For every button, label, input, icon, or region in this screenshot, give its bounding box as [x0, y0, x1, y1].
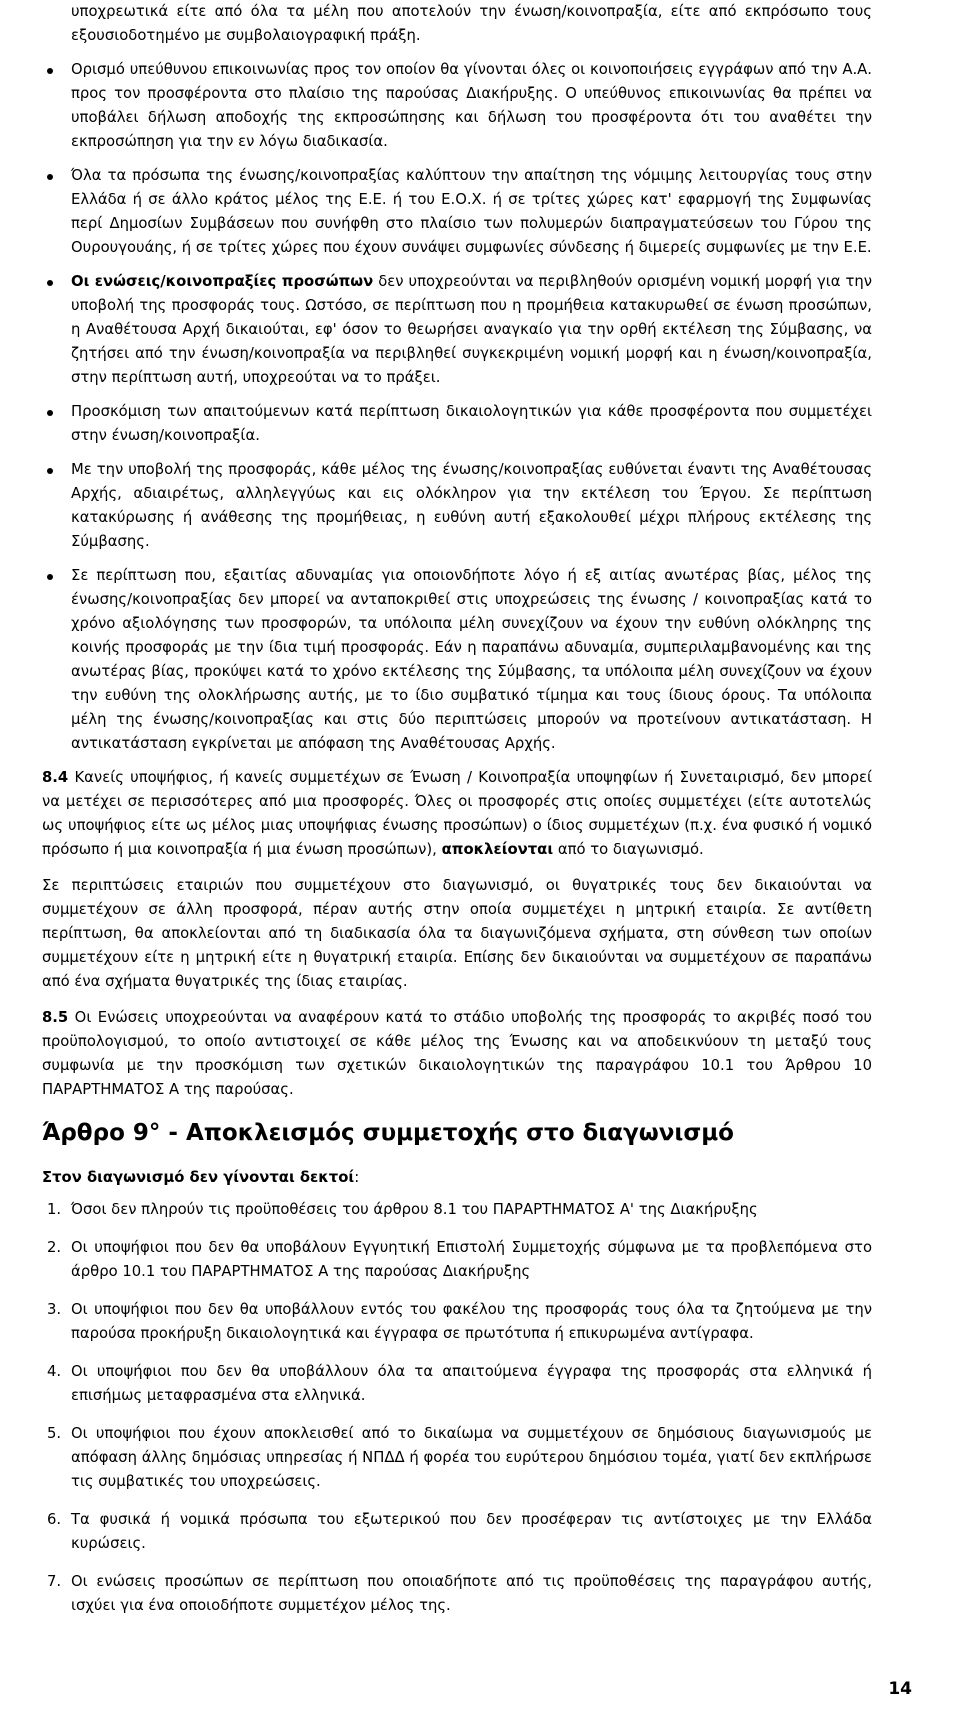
not-accepted-subheading	[42, 1166, 872, 1190]
bullet-item	[42, 458, 872, 554]
item-number: 1.	[47, 1201, 62, 1218]
article-heading: Άρθρο 9° - Αποκλεισμός συμμετοχής στο διαγωνισμό	[42, 1120, 734, 1146]
section-8-4-paragraph	[42, 766, 872, 862]
item-number: 7.	[47, 1573, 62, 1590]
exclusion-item	[42, 1236, 872, 1284]
item-number: 3.	[47, 1301, 62, 1318]
bullet-continuation	[42, 0, 872, 48]
bullet-text: δεν υποχρεούνται να περιβληθούν ορισμένη νομική μορφή για την υποβολή της προσφοράς τους. Ωστόσο, σε περίπτωση που η προμήθεια κατακυρωθεί σε ένωση προσώπων, η Αναθέτουσα Αρχή δικαιούται, εφ' όσον το θεωρήσει αναγκαίο για την ορθή εκτέλεση της Σύμβασης, να ζητήσει από την ένωση/κοινοπραξία να περιβληθεί συγκεκριμένη νομική μορφή και η ένωση/κοινοπραξία, στην περίπτωση αυτή, υποχρεούται να το πράξει.	[71, 273, 872, 386]
item-number: 6.	[47, 1511, 62, 1528]
paragraph-text: Οι Ενώσεις υποχρεούνται να αναφέρουν κατά το στάδιο υποβολής της προσφοράς το ακριβές ποσό του προϋπολογισμού, το οποίο αντιστοιχεί σε κάθε μέλος της Ένωσης και να αποδεικνύουν τη μεταξύ τους συμφωνία με την προσκόμιση των σχετικών δικαιολογητικών της παραγράφου 10.1 του Άρθρου 10 ΠΑΡΑΡΤΗΜΑΤΟΣ Α της παρούσας.	[42, 1009, 872, 1098]
bullet-text: Όλα τα πρόσωπα της ένωσης/κοινοπραξίας καλύπτουν την απαίτηση της νόμιμης λειτουργίας τους στην Ελλάδα ή σε άλλο κράτος μέλος της Ε.Ε. ή του Ε.Ο.Χ. ή σε τρίτες χώρες κατ' εφαρμογή της Συμφωνίας περί Δημοσίων Συμβάσεων που συνήφθη στο πλαίσιο των πολυμερών διαπραγματεύσεων του Γύρου της Ουρουγουάης, ή σε τρίτες χώρες που έχουν συνάψει συμφωνίες σύνδεσης ή διμερείς συμφωνίες με την Ε.Ε.	[71, 167, 872, 256]
section-8-5-paragraph	[42, 1006, 872, 1102]
bullet-item	[42, 58, 872, 154]
item-text: Οι υποψήφιοι που δεν θα υποβάλλουν όλα τα απαιτούμενα έγγραφα της προσφοράς στα ελληνικά ή επισήμως μεταφρασμένα στα ελληνικά.	[71, 1363, 872, 1404]
subheading-colon: :	[354, 1169, 360, 1186]
bullet-dot-icon	[47, 174, 53, 180]
requirements-bullet-list	[42, 0, 872, 756]
paragraph-bold-text: αποκλείονται	[441, 841, 554, 858]
paragraph-text: Σε περιπτώσεις εταιριών που συμμετέχουν στο διαγωνισμό, οι θυγατρικές τους δεν δικαιούνται να συμμετέχουν σε άλλη προσφορά, πέραν αυτής στην οποία συμμετέχει η μητρική εταιρία. Σε αντίθετη περίπτωση, θα αποκλείονται από τη διαδικασία όλα τα διαγωνιζόμενα σχήματα, στη σύνθεση των οποίων συμμετέχουν είτε η μητρική είτε η θυγατρική εταιρία. Επίσης δεν δικαιούνται να συμμετέχουν σε παραπάνω από ένα σχήματα θυγατρικές της ίδιας εταιρίας.	[42, 877, 872, 990]
bullet-dot-icon	[47, 68, 53, 74]
exclusion-item	[42, 1570, 872, 1618]
bullet-text: Προσκόμιση των απαιτούμενων κατά περίπτωση δικαιολογητικών για κάθε προσφέροντα που συμμετέχει στην ένωση/κοινοπραξία.	[71, 403, 872, 444]
bullet-item	[42, 164, 872, 260]
bullet-text: Με την υποβολή της προσφοράς, κάθε μέλος της ένωσης/κοινοπραξίας ευθύνεται έναντι της Αναθέτουσας Αρχής, αδιαιρέτως, αλληλεγγύως και εις ολόκληρον για την εκτέλεση του Έργου. Σε περίπτωση κατακύρωσης ή ανάθεσης της προμήθειας, η ευθύνη αυτή εξακολουθεί μέχρι πλήρους εκτέλεσης της Σύμβασης.	[71, 461, 872, 550]
item-text: Οι ενώσεις προσώπων σε περίπτωση που οποιαδήποτε από τις προϋποθέσεις της παραγράφου αυτής, ισχύει για ένα οποιοδήποτε συμμετέχον μέλος της.	[71, 1573, 872, 1614]
exclusion-item	[42, 1508, 872, 1556]
bullet-item	[42, 400, 872, 448]
exclusion-list	[42, 1198, 872, 1618]
subsidiaries-paragraph	[42, 874, 872, 994]
bullet-bold-text: Οι ενώσεις/κοινοπραξίες προσώπων	[71, 273, 374, 290]
section-number: 8.5	[42, 1009, 69, 1026]
exclusion-item	[42, 1360, 872, 1408]
item-number: 4.	[47, 1363, 62, 1380]
exclusion-item	[42, 1298, 872, 1346]
item-text: Όσοι δεν πληρούν τις προϋποθέσεις του άρθρου 8.1 του ΠΑΡΑΡΤΗΜΑΤΟΣ Α' της Διακήρυξης	[71, 1201, 758, 1218]
item-text: Οι υποψήφιοι που δεν θα υποβάλλουν εντός του φακέλου της προσφοράς τους όλα τα ζητούμενα με την παρούσα προκήρυξη δικαιολογητικά και έγγραφα σε πρωτότυπα ή επικυρωμένα αντίγραφα.	[71, 1301, 872, 1342]
page-number: 14	[888, 1679, 912, 1699]
item-text: Τα φυσικά ή νομικά πρόσωπα του εξωτερικού που δεν προσέφεραν τις αντίστοιχες με την Ελλάδα κυρώσεις.	[71, 1511, 872, 1552]
item-text: Οι υποψήφιοι που δεν θα υποβάλουν Εγγυητική Επιστολή Συμμετοχής σύμφωνα με τα προβλεπόμενα στο άρθρο 10.1 του ΠΑΡΑΡΤΗΜΑΤΟΣ Α της παρούσας Διακήρυξης	[71, 1239, 872, 1280]
bullet-dot-icon	[47, 574, 53, 580]
bullet-text: Σε περίπτωση που, εξαιτίας αδυναμίας για οποιονδήποτε λόγο ή εξ αιτίας ανωτέρας βίας, μέλος της ένωσης/κοινοπραξίας δεν μπορεί να ανταποκριθεί στις υποχρεώσεις της ένωσης / κοινοπραξίας κατά το χρόνο αξιολόγησης των προσφορών, τα υπόλοιπα μέλη συνεχίζουν να έχουν την ευθύνη ολόκληρης της κοινής προσφοράς με την ίδια τιμή προσφοράς. Εάν η παραπάνω αδυναμία, συμπεριλαμβανομένης και της ανωτέρας βίας, προκύψει κατά το χρόνο εκτέλεσης της Σύμβασης, τα υπόλοιπα μέλη συνεχίζουν να έχουν την ευθύνη της ολοκλήρωσης αυτής, με το ίδιο συμβατικό τίμημα και τους ίδιους όρους. Τα υπόλοιπα μέλη της ένωσης/κοινοπραξίας και στις δύο περιπτώσεις μπορούν να προτείνουν αντικατάσταση. Η αντικατάσταση εγκρίνεται με απόφαση της Αναθέτουσας Αρχής.	[71, 567, 872, 752]
bullet-dot-icon	[47, 280, 53, 286]
subheading-text: Στον διαγωνισμό δεν γίνονται δεκτοί	[42, 1169, 355, 1186]
paragraph-text: από το διαγωνισμό.	[553, 841, 704, 858]
bullet-item	[42, 270, 872, 390]
bullet-dot-icon	[47, 410, 53, 416]
paragraph-text: Κανείς υποψήφιος, ή κανείς συμμετέχων σε Ένωση / Κοινοπραξία υποψηφίων ή Συνεταιρισμό, δεν μπορεί να μετέχει σε περισσότερες από μια προσφορές. Όλες οι προσφορές στις οποίες συμμετέχει (είτε αυτοτελώς ως υποψήφιος είτε ως μέλος μιας υποψήφιας ένωσης προσώπων) ο ίδιος συμμετέχων (π.χ. ένα φυσικό ή νομικό πρόσωπο ή μια κοινοπραξία ή μια ένωση προσώπων),	[42, 769, 872, 858]
item-text: Οι υποψήφιοι που έχουν αποκλεισθεί από το δικαίωμα να συμμετέχουν σε δημόσιους διαγωνισμούς με απόφαση άλλης δημόσιας υπηρεσίας ή ΝΠΔΔ ή φορέα του ευρύτερου δημόσιου τομέα, γιατί δεν εκπλήρωσε τις συμβατικές του υποχρεώσεις.	[71, 1425, 872, 1490]
exclusion-item	[42, 1422, 872, 1494]
item-number: 5.	[47, 1425, 62, 1442]
bullet-text: υποχρεωτικά είτε από όλα τα μέλη που αποτελούν την ένωση/κοινοπραξία, είτε από εκπρόσωπο τους εξουσιοδοτημένο με συμβολαιογραφική πράξη.	[71, 3, 872, 44]
section-number: 8.4	[42, 769, 69, 786]
item-number: 2.	[47, 1239, 62, 1256]
bullet-text: Ορισμό υπεύθυνου επικοινωνίας προς τον οποίον θα γίνονται όλες οι κοινοποιήσεις εγγράφων από την Α.Α. προς τον προσφέροντα στο πλαίσιο της παρούσας Διακήρυξης. Ο υπεύθυνος επικοινωνίας θα πρέπει να υποβάλει δήλωση αποδοχής της εκπροσώπησης και δήλωση του προσφέροντα ότι του αναθέτει την εκπροσώπηση για την εν λόγω διαδικασία.	[71, 61, 872, 150]
bullet-item	[42, 564, 872, 756]
exclusion-item	[42, 1198, 872, 1222]
bullet-dot-icon	[47, 468, 53, 474]
